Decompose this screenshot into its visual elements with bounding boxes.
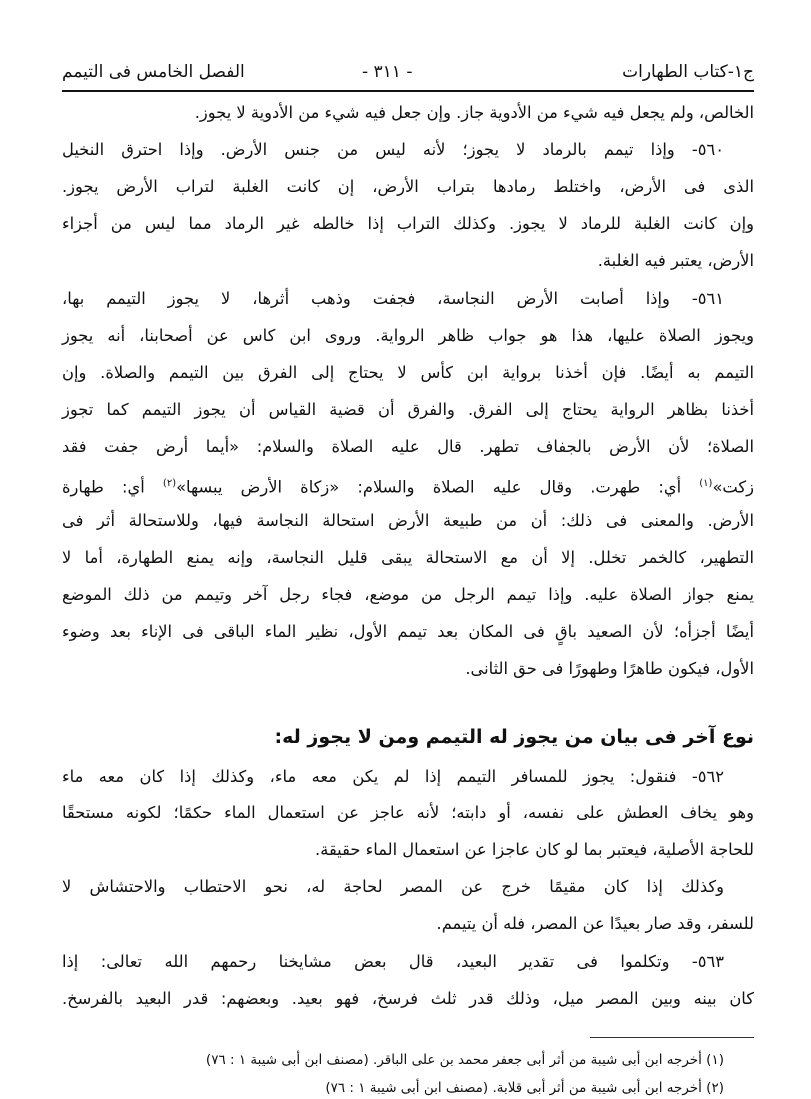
- text-segment: زكت»: [712, 477, 755, 497]
- text-line: كان بينه وبين المصر ميل، وذلك قدر ثلث فرسخ، فهو بعيد. وبعضهم: قدر البعيد بالفرسخ.: [62, 989, 754, 1008]
- text-line: الأرض، يعتبر فيه الغلبة.: [597, 251, 754, 270]
- running-header: [62, 60, 754, 88]
- text-line-with-footnote-refs: [62, 473, 754, 498]
- text-line: للسفر، وقد صار بعيدًا عن المصر، فله أن يتيمم.: [436, 914, 754, 933]
- header-chapter-title: الفصل الخامس فى التيمم: [62, 62, 245, 82]
- text-line: ٥٦٠- وإذا تيمم بالرماد لا يجوز؛ لأنه ليس من جنس الأرض. وإذا احترق النخيل: [62, 140, 724, 159]
- header-book-title: ج١-كتاب الطهارات: [622, 62, 754, 82]
- text-line: التطهير، كالخمر تخلل. إلا أن مع الاستحالة يبقى قليل النجاسة، وإنه يمنع الطهارة، أما لا: [62, 548, 754, 567]
- text-line: للحاجة الأصلية، فيعتبر بما لو كان عاجزا عن استعمال الماء حقيقة.: [315, 840, 754, 859]
- section-heading: نوع آخر فى بيان من يجوز له التيمم ومن لا يجوز له:: [274, 726, 754, 748]
- text-line: وإن كانت الغلبة للرماد لا يجوز. وكذلك التراب إذا خالطه غير الرماد مما ليس من أجزاء: [62, 214, 754, 233]
- text-line: الأول، فيكون طاهرًا وطهورًا فى حق الثانى.: [465, 659, 754, 678]
- text-segment: أي: طهارة: [62, 477, 163, 497]
- text-line: ويجوز الصلاة عليها، هذا هو جواب ظاهر الرواية. وروى ابن كاس عن أصحابنا، أنه يجوز: [62, 326, 754, 345]
- text-line: أخذنا بظاهر الرواية يحتاج إلى الفرق. والفرق أن قضية القياس أن يجوز التيمم كما تجوز: [62, 400, 754, 419]
- footnote-1: (١) أخرجه ابن أبى شيبة من أثر أبى جعفر محمد بن على الباقر. (مصنف ابن أبى شيبة ١ : ٧٦): [205, 1052, 724, 1068]
- header-rule: [62, 90, 754, 92]
- footnote-ref-2[interactable]: (٢): [162, 478, 177, 489]
- text-line: وكذلك إذا كان مقيمًا خرج عن المصر لحاجة له، نحو الاحتطاب والاحتشاش لا: [62, 877, 724, 896]
- text-line: الخالص، ولم يجعل فيه شيء من الأدوية جاز. وإن جعل فيه شيء من الأدوية لا يجوز.: [194, 103, 754, 122]
- text-line: ٥٦٣- وتكلموا فى تقدير البعيد، قال بعض مشايخنا رحمهم الله تعالى: إذا: [62, 952, 724, 971]
- text-line: وهو يخاف العطش على نفسه، أو دابته؛ لأنه عاجز عن استعمال الماء حكمًا؛ لكونه مستحقًا: [62, 803, 754, 822]
- footnote-rule: [590, 1037, 754, 1038]
- footnote-ref-1[interactable]: (١): [699, 478, 713, 489]
- text-line: الصلاة؛ لأن الأرض بالجفاف تطهر. قال عليه الصلاة والسلام: «أيما أرض جفت فقد: [62, 437, 754, 456]
- text-line: أيضًا أجزأه؛ لأن الصعيد باقٍ فى المكان بعد تيمم الأول، نظير الماء الباقى فى الإناء بعد وضوء: [62, 622, 754, 641]
- footnote-2: (٢) أخرجه ابن أبى شيبة من أثر أبى قلابة. (مصنف ابن أبى شيبة ١ : ٧٦): [325, 1080, 724, 1096]
- text-line: يمنع جواز الصلاة عليه. وإذا تيمم الرجل من موضع، فجاء رجل آخر وتيمم من ذلك الموضع: [62, 585, 754, 604]
- text-segment: أي: طهرت. وقال عليه الصلاة والسلام: «زكاة الأرض يبسها»: [176, 477, 700, 497]
- page-number: - ٣١١ -: [362, 62, 413, 82]
- text-line: التيمم به أيضًا. فإن أخذنا برواية ابن كأس لا يحتاج إلى الفرق بين التيمم والصلاة. وإن: [62, 363, 754, 382]
- text-line: الأرض. والمعنى فى ذلك: أن من طبيعة الأرض استحالة النجاسة فيها، وللاستحالة أثر فى: [62, 511, 754, 530]
- text-line: ٥٦٢- فنقول: يجوز للمسافر التيمم إذا لم يكن معه ماء، وكذلك إذا كان معه ماء: [62, 767, 724, 786]
- text-line: الذى فى الأرض، واختلط رمادها بتراب الأرض، إن كانت الغلبة لتراب الأرض يجوز.: [62, 177, 754, 196]
- text-line: ٥٦١- وإذا أصابت الأرض النجاسة، فجفت وذهب أثرها، لا يجوز التيمم بها،: [62, 289, 724, 308]
